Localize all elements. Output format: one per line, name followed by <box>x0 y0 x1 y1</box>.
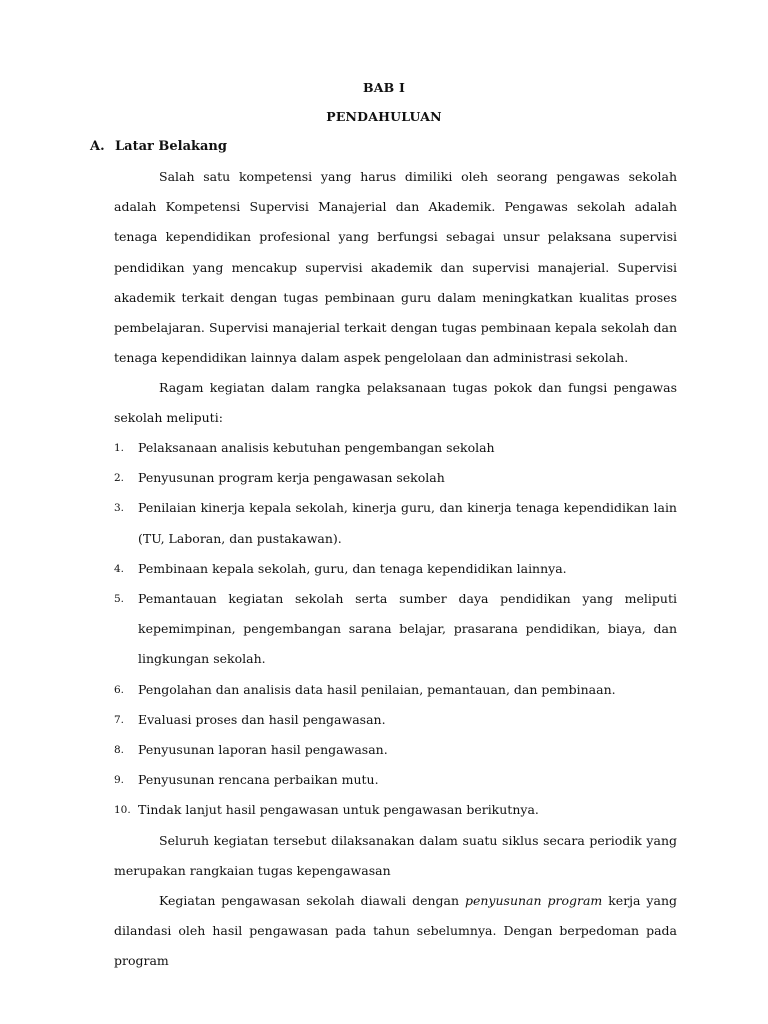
paragraph-program-emphasis: penyusunan program <box>464 893 603 908</box>
list-item <box>114 735 677 765</box>
list-number: 6. <box>114 683 125 696</box>
list-number: 4. <box>114 562 125 575</box>
section-letter: A. <box>90 139 105 154</box>
list-number: 3. <box>114 502 125 515</box>
list-number: 9. <box>114 774 125 787</box>
list-text: Pemantauan kegiatan sekolah serta sumber daya pendidikan yang meliputi kepemimpinan, pengembangan sarana belajar, prasarana pendidikan, biaya, dan lingkungan sekolah. <box>138 591 677 667</box>
paragraph-intro: Salah satu kompetensi yang harus dimiliki oleh seorang pengawas sekolah adalah Kompetensi Supervisi Manajerial dan Akademik. Pengawas sekolah adalah tenaga kependidikan profesional yang berfungsi sebagai unsur pelaksana supervisi pendidikan yang mencakup supervisi akademik dan supervisi manajerial. Supervisi akademik terkait dengan tugas pembinaan guru dalam meningkatkan kualitas proses pembelajaran. Supervisi manajerial terkait dengan tugas pembinaan kepala sekolah dan tenaga kependidikan lainnya dalam aspek pengelolaan dan administrasi sekolah. <box>114 169 677 366</box>
list-text: Evaluasi proses dan hasil pengawasan. <box>138 711 386 727</box>
chapter-title: PENDAHULUAN <box>326 109 442 124</box>
list-item <box>114 765 677 795</box>
section-title: Latar Belakang <box>115 139 227 154</box>
list-number: 5. <box>114 593 125 606</box>
list-text: Penilaian kinerja kepala sekolah, kinerja guru, dan kinerja tenaga kependidikan lain (TU, Laboran, dan pustakawan). <box>138 500 677 546</box>
section-heading <box>90 139 227 154</box>
activity-list <box>114 433 677 826</box>
list-item <box>114 675 677 705</box>
list-text: Penyusunan laporan hasil pengawasan. <box>138 742 388 758</box>
list-item <box>114 554 677 584</box>
chapter-number: BAB I <box>362 80 406 95</box>
paragraph-program-end: kerja yang dilandasi oleh hasil pengawasan pada tahun sebelumnya. Dengan berpedoman pada program <box>114 893 678 969</box>
paragraph-program <box>114 886 677 977</box>
list-text: Pelaksanaan analisis kebutuhan pengembangan sekolah <box>138 440 495 455</box>
list-number: 8. <box>114 744 125 757</box>
list-text: Penyusunan rencana perbaikan mutu. <box>138 772 379 788</box>
list-item <box>114 705 677 735</box>
list-text: Pembinaan kepala sekolah, guru, dan tenaga kependidikan lainnya. <box>138 560 567 576</box>
list-number: 7. <box>114 713 125 726</box>
list-number: 10. <box>114 804 131 817</box>
paragraph-cycle: Seluruh kegiatan tersebut dilaksanakan dalam suatu siklus secara periodik yang merupakan rangkaian tugas kepengawasan <box>114 833 677 879</box>
list-item <box>114 795 677 825</box>
list-item <box>114 493 677 553</box>
list-item <box>114 433 677 463</box>
list-item <box>114 463 677 493</box>
list-number: 2. <box>114 472 125 485</box>
list-number: 1. <box>114 442 125 454</box>
list-text: Tindak lanjut hasil pengawasan untuk pengawasan berikutnya. <box>138 802 539 818</box>
list-text: Pengolahan dan analisis data hasil penilaian, pemantauan, dan pembinaan. <box>138 681 616 697</box>
list-text: Penyusunan program kerja pengawasan sekolah <box>138 470 445 486</box>
list-item <box>114 584 677 675</box>
paragraph-program-start: Kegiatan pengawasan sekolah diawali dengan <box>159 893 465 908</box>
paragraph-activities: Ragam kegiatan dalam rangka pelaksanaan tugas pokok dan fungsi pengawas sekolah meliputi: <box>114 380 677 426</box>
